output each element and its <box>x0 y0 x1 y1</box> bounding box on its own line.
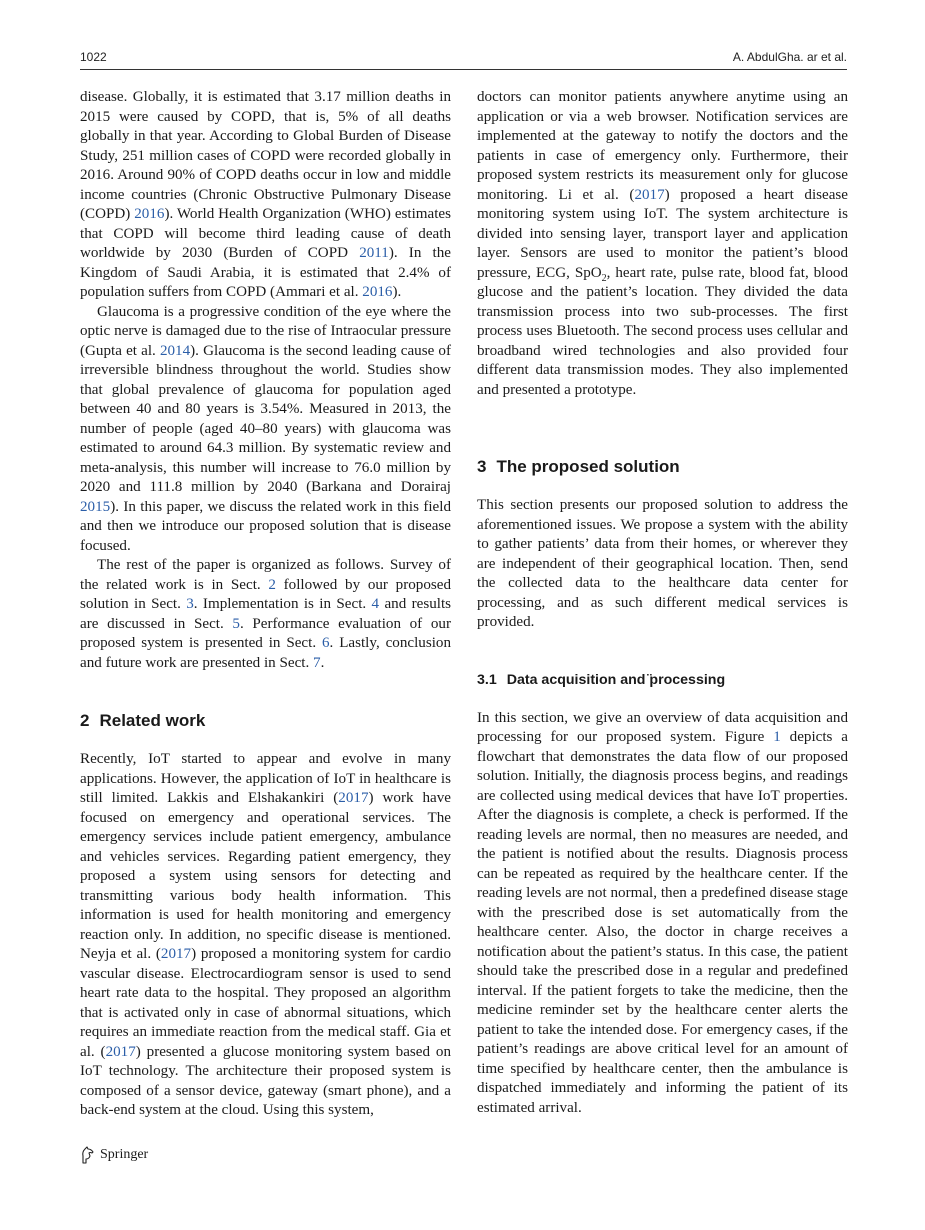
section-title: The proposed solution <box>496 457 680 476</box>
text-run: . <box>320 654 325 671</box>
section-link[interactable]: 4 <box>371 596 380 612</box>
text-run: ) work have focused on emergency and operational services. The emergency services include patient emergency, ambulance and vehicles services. Regarding patient emergency, they proposed a system using sensors for detecting and transmitting various body health information. This information is used for health monitoring and emergency reaction only. In addition, no specific disease is mentioned. Neyja et al. ( <box>80 790 451 962</box>
text-run: depicts a flowchart that demonstrates the data flow of our proposed solution. Initially, the diagnosis process begins, and readings are collected using medical devices that have IoT properties. After the diagnosis is complete, a check is performed. If the reading levels are normal, then no measures are needed, and the patient is notified about the results. Diagnosis process can be repeated as required by the healthcare center. If the reading levels are not normal, then a predefined disease stage with the prescribed dose is set automatically from the healthcare center. Also, the doctor in charge receives a notification about the patient’s status. In this case, the patient should take the prescribed dose in a regular and predefined interval. If the patient forgets to take the medicine, then the medicine reminder set by the healthcare center alerts the patient to take the intended dose. For emergency cases, if the patient’s readings are above critical level for an amount of time specified by healthcare center, then the ambulance is dispatched immediately and informing the patient of its estimated arrival. <box>477 729 849 1116</box>
text-run: . Lastly, conclusion and future work are presented in Sect. <box>80 635 451 671</box>
figure-link[interactable]: 1 <box>773 729 781 745</box>
section-number: 3 <box>477 457 487 476</box>
citation-link[interactable]: 2017 <box>634 186 665 203</box>
page-number: 1022 <box>80 50 107 64</box>
citation-link[interactable]: 2014 <box>159 342 191 359</box>
paragraph-proposed-solution: This section presents our proposed solution to address the aforementioned issues. We propose a system with the ability to gather patients’ data from their homes, or wherever they are independent of their geographical location. Then, send the collected data to the healthcare data center for processing, and as such different medical services is provided. <box>477 497 848 630</box>
text-run: ). In the Kingdom of Saudi Arabia, it is estimated that 2.4% of population suffers from COPD (Ammari et al. <box>80 245 451 300</box>
paragraph-organization <box>80 556 451 673</box>
citation-link[interactable]: 2016 <box>134 206 165 222</box>
citation-link[interactable]: 2016 <box>362 284 393 300</box>
section-number: 2 <box>80 711 90 730</box>
text-run: . Implementation is in Sect. <box>193 596 372 612</box>
section-link[interactable]: 5 <box>232 615 240 632</box>
paragraph-copd <box>80 88 451 303</box>
text-run: ) proposed a heart disease monitoring system using IoT. The system architecture is divided into sensing layer, transport layer and application layer. Sensors are used to monitor the patient’s blood pressure, ECG, SpO <box>477 186 849 281</box>
right-column <box>477 88 848 1118</box>
section-link[interactable]: 2 <box>268 576 276 593</box>
text-run: Glaucoma is a progressive condition of the eye where the optic nerve is damaged due to the rise of Intraocular pressure (Gupta et al. <box>80 303 451 359</box>
text-run: ). <box>392 284 402 300</box>
citation-link[interactable]: 2015 <box>80 498 111 515</box>
text-run: ). Glaucoma is the second leading cause of irreversible blindness throughout the world. Studies show that global prevalence of glaucoma for population aged between 40 and 80 years is 3.54%. Measured in 2013, the number of people (aged 40–80 years) with glaucoma was estimated to around 64.3 million. By systematic review and meta-analysis, this number will increase to 76.0 million by 2020 and 111.8 million by 2040 (Barkana and Dorairaj <box>80 342 451 495</box>
section-link[interactable]: 7 <box>313 654 321 671</box>
text-run: ). World Health Organization (WHO) estimates that COPD will become third leading cause of death worldwide by 2030 (Burden of COPD <box>80 206 451 261</box>
text-run: In this section, we give an overview of data acquisition and processing for our proposed system. Figure <box>477 709 848 745</box>
text-run: disease. Globally, it is estimated that 3.17 million deaths in 2015 were caused by COPD, that is, 5% of all deaths globally in that year. According to Global Burden of Disease Study, 251 million cases of COPD were recorded globally in 2016. Around 90% of COPD deaths occur in low and middle income countries (Chronic Obstructive Pulmonary Disease (COPD) <box>80 89 451 222</box>
citation-link[interactable]: 2017 <box>105 1043 136 1060</box>
citation-link[interactable]: 2011 <box>359 245 389 261</box>
text-run: . Performance evaluation of our proposed system is presented in Sect. <box>80 615 451 651</box>
footer <box>80 1146 148 1164</box>
text-run: followed by our proposed solution in Sect. <box>80 576 452 612</box>
section-link[interactable]: 3 <box>186 596 194 612</box>
paragraph-data-acquisition <box>477 709 848 1119</box>
section-link[interactable]: 6 <box>321 635 330 651</box>
text-run: ) presented a glucose monitoring system based on IoT technology. The architecture their proposed system is composed of a sensor device, gateway (smart phone), and a back-end system at the cloud. Using this system, <box>80 1043 451 1118</box>
section-heading-proposed-solution <box>477 457 848 477</box>
section-title: Related work <box>99 711 206 730</box>
left-column <box>80 88 451 1121</box>
citation-link[interactable]: 2017 <box>338 790 369 806</box>
springer-horse-icon <box>80 1146 96 1164</box>
text-run: The rest of the paper is organized as follows. Survey of the related work is in Sect. <box>80 557 451 593</box>
citation-link[interactable]: 2017 <box>160 946 192 962</box>
paragraph-glaucoma <box>80 303 451 557</box>
subsection-number: 3.1 <box>477 671 497 688</box>
paragraph-related-work-cont <box>477 88 848 400</box>
text-run: ). In this paper, we discuss the related work in this field and then we introduce our proposed solution that is disease focused. <box>80 498 451 554</box>
text-run: , heart rate, pulse rate, blood fat, blood glucose and the patient’s location. They divided the data transmission process into two sub-processes. The first process uses Bluetooth. The second process uses cellular and broadband wired technologies and also provided four different data transmission modes. They also implemented and presented a prototype. <box>477 264 848 398</box>
subscript: 2 <box>601 272 607 284</box>
text-run: doctors can monitor patients anywhere anytime using an application or via a web browser. Notification services are implemented at the gateway to notify the doctors and the patients in case of emergency only. Furthermore, their proposed system restricts its measurement only for glucose monitoring. Li et al. ( <box>477 89 848 203</box>
subsection-title: Data acquisition and ̈processing <box>506 671 726 688</box>
section-heading-related-work <box>80 711 451 731</box>
header-rule <box>80 69 847 70</box>
subsection-heading-data-acquisition <box>477 670 848 690</box>
paragraph-related-work <box>80 750 451 1121</box>
text-run: and results are discussed in Sect. <box>80 596 452 632</box>
text-run: Recently, IoT started to appear and evolve in many applications. However, the application of IoT in healthcare is still limited. Lakkis and Elshakankiri ( <box>80 751 451 806</box>
text-run: ) proposed a monitoring system for cardio vascular disease. Electrocardiogram sensor is used to send heart rate data to the hospital. They proposed an algorithm that is activated only in case of abnormal situations, which requires an immediate reaction from the medical staff. Gia et al. ( <box>80 946 451 1060</box>
publisher-name: Springer <box>100 1147 149 1162</box>
running-header-authors: A. AbdulGha. ar et al. <box>732 50 847 64</box>
